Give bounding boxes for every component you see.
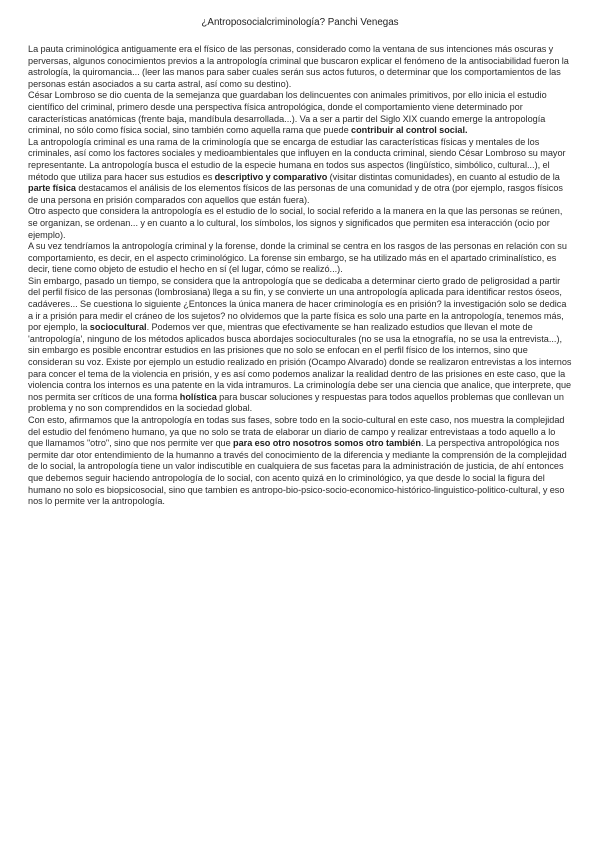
bold-text: holística bbox=[179, 391, 217, 402]
paragraph bbox=[28, 241, 572, 276]
paragraph bbox=[28, 137, 572, 207]
text-run: . Podemos ver que, mientras que efectivamente se han realizado estudios que llevan el mote de 'antropología', ninguno de los métodos aplicados busca abordajes socioculturales (no se usa la etnografía, no se usa la entrevista...), sin embargo es posible encontrar estudios en las prisiones que no solo se enfocan en el perfil físico de los internos, sino que consideran su voz. Existe por ejemplo un estudio realizado en prisión (Ocampo Alvarado) donde se realizaron entrevistas a los internos para concer el tema de la violencia en prisión, y es así como podemos analizar la realidad dentro de las prisiones en este caso, que la violencia contra los internos es una patente en la vida intramuros. La criminología debe ser una ciencia que analice, que interprete, que nos permita ser críticos de una forma bbox=[28, 322, 572, 402]
bold-text: descriptivo y comparativo bbox=[214, 171, 328, 182]
bold-text: sociocultural bbox=[89, 322, 147, 333]
text-run: La antropología criminal es una rama de la criminología que se encarga de estudiar las características físicas y mentales de los criminales, así como los factores sociales y medioambientales que influyen en la conducta criminal, siendo César Lombroso su mayor representante. La antropología busca el estudio de la especie humana en todos sus aspectos (lingüístico, simbólico, cultural...), el método que utiliza para hacer sus estudios es bbox=[28, 136, 566, 182]
bold-text: contribuir al control social. bbox=[351, 125, 468, 136]
bold-text: parte física bbox=[28, 183, 76, 194]
paragraph bbox=[28, 90, 572, 136]
paragraph bbox=[28, 415, 572, 508]
document-title: ¿Antroposocialcriminología? Panchi Venegas bbox=[201, 17, 399, 28]
text-run: César Lombroso se dio cuenta de la semejanza que guardaban los delincuentes con animales primitivos, por ello inicia el estudio científico del criminal, primero desde una perspectiva física antropológica, donde el comportamiento viene determinado por características anatómicas (frente baja, mandíbula desarrollada...). Va a ser a partir del Siglo XIX cuando emerge la antropología criminal, no sólo como física social, sino también como aquella rama que puede bbox=[28, 90, 547, 136]
text-run: . La perspectiva antropológica nos permite dar otor entendimiento de la humanno a través del conocimiento de la diferencia y mediante la comprensión de la complejidad de lo social, la antropología tiene un valor indiscutible en cualquiera de sus facetas para la administración de justicia, de ahí entonces que debemos seguir haciendo antropología de lo social, con acento quizá en lo criminológico, ya que desde lo social la figura del humano no solo es biopsicosocial, sino que tambien es antropo-bio-psico-socio-economico-histórico-linguistico-politico-cultural, y eso nos lo permite ver la antropología. bbox=[28, 438, 567, 507]
text-run: A su vez tendríamos la antropología criminal y la forense, donde la criminal se centra en los rasgos de las personas en relación con su comportamiento, es decir, en el aspecto criminológico. La forense sin embargo, se ha utilizado más en el apartado criminalístico, es decir, tiene como objeto de estudio el hecho en sí (el lugar, cómo se realizó...). bbox=[28, 241, 567, 275]
text-run: La pauta criminológica antiguamente era el físico de las personas, considerado como la ventana de sus intenciones más oscuras y perversas, algunos conocimientos previos a la antropología criminal que buscaron explicar el fenómeno de la antisociabilidad fueron la astrología, la quiromancia... (leer las manos para saber cuales serán sus actos futuros, o determinar que los comportamientos de las personas están asociados a su carta astral, así como su destino). bbox=[28, 44, 569, 89]
document-body bbox=[28, 44, 572, 508]
paragraph bbox=[28, 44, 572, 90]
paragraph bbox=[28, 206, 572, 241]
bold-text: para eso otro nosotros somos otro también bbox=[233, 438, 421, 449]
text-run: (visitar distintas comunidades), en cuanto al estudio de la bbox=[327, 171, 560, 182]
text-run: destacamos el análisis de los elementos físicos de las personas de una comunidad y de otra (por ejemplo, rasgos físicos de una persona en prisión comparados con aquellos que están fuera). bbox=[28, 183, 563, 205]
text-run: para buscar soluciones y respuestas para todos aquellos problemas que conllevan un problema y no son comprendidos en la sociedad global. bbox=[28, 391, 564, 414]
text-run: Otro aspecto que considera la antropología es el estudio de lo social, lo social referido a la manera en la que las personas se reúnen, se organizan, se ordenan... y en cuanto a lo cultural, los símbolos, los signos y significados que permiten esa interacción (ocio por ejemplo). bbox=[28, 206, 563, 240]
text-run: Sin embargo, pasado un tiempo, se considera que la antropología que se dedicaba a determinar cierto grado de peligrosidad a partir del perfil físico de las personas (lombrosiana) llega a su fin, y se convierte un una antropología aplicada para identificar restos óseos, cadáveres... Se cuestiona lo siguiente ¿Entonces la única manera de hacer criminología es en prisión? la investigación solo se dedica a ir a prisión para medir el cráneo de los sujetos? no olvidemos que la parte física es solo una parte en la antropología, tenemos más, por ejemplo, la bbox=[28, 275, 567, 333]
text-run: Con esto, afirmamos que la antropología en todas sus fases, sobre todo en la socio-cultural en este caso, nos muestra la complejidad del estudio del fenómeno humano, ya que no solo se trata de elaborar un diario de campo y realizar entrevistaas a todo aquello a lo que llamamos "otro", sino que nos permite ver que bbox=[28, 415, 565, 449]
paragraph bbox=[28, 276, 572, 415]
